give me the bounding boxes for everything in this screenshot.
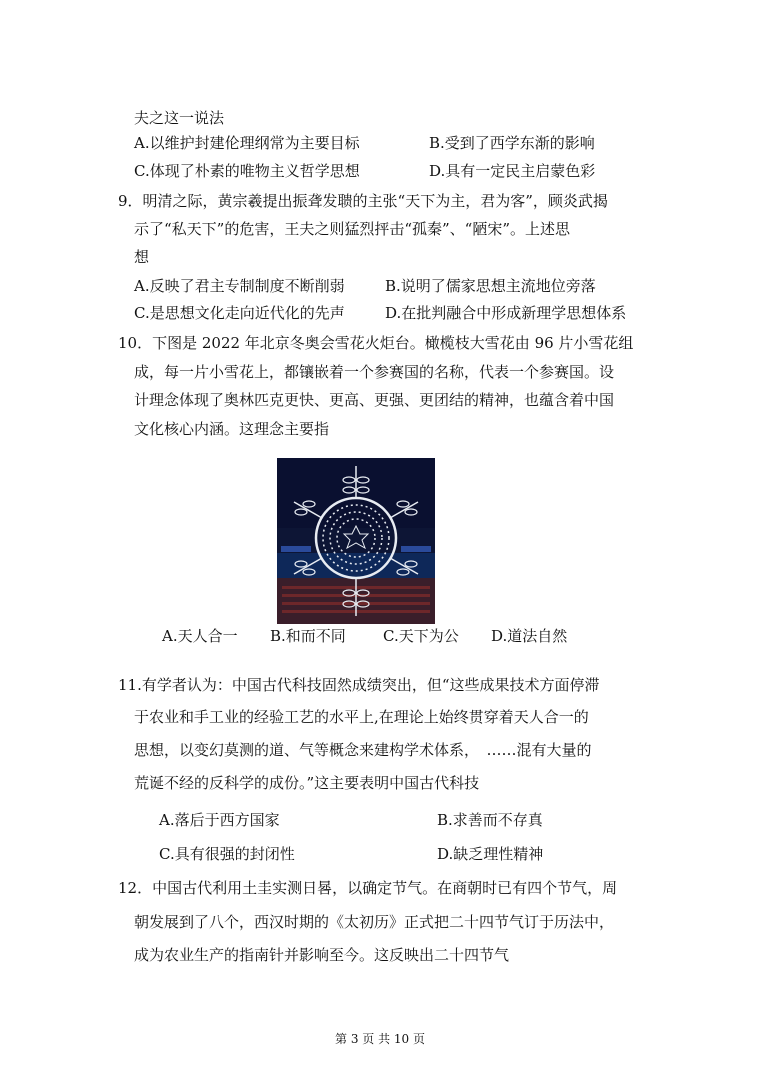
q10-option-c: C.天下为公 bbox=[383, 627, 459, 645]
q11-option-c: C.具有很强的封闭性 bbox=[159, 845, 295, 863]
q9-line-1: 9．明清之际，黄宗羲提出振聋发聩的主张“天下为主，君为客”，顾炎武揭 bbox=[118, 192, 608, 210]
snowflake-torch-photo bbox=[277, 458, 435, 624]
q9-line-3: 想 bbox=[134, 248, 150, 266]
q9-option-c: C.是思想文化走向近代化的先声 bbox=[134, 304, 345, 322]
q11-line-3: 思想，以变幻莫测的道、气等概念来建构学术体系， ……混有大量的 bbox=[134, 741, 592, 759]
q8-option-b: B.受到了西学东渐的影响 bbox=[429, 134, 595, 152]
q8-option-a: A.以维护封建伦理纲常为主要目标 bbox=[134, 134, 360, 152]
q10-line-2: 成，每一片小雪花上，都镶嵌着一个参赛国的名称，代表一个参赛国。设 bbox=[134, 363, 615, 381]
q11-option-d: D.缺乏理性精神 bbox=[437, 845, 544, 863]
q12-line-1: 12．中国古代利用土圭实测日晷，以确定节气。在商朝时已有四个节气，周 bbox=[118, 879, 618, 897]
q9-line-2: 示了“私天下”的危害，王夫之则猛烈抨击“孤秦”、“陋宋”。上述思 bbox=[134, 220, 571, 238]
q11-option-b: B.求善而不存真 bbox=[437, 811, 543, 829]
q11-line-2: 于农业和手工业的经验工艺的水平上,在理论上始终贯穿着天人合一的 bbox=[134, 708, 589, 726]
q11-option-a: A.落后于西方国家 bbox=[159, 811, 280, 829]
q11-line-1: 11.有学者认为：中国古代科技固然成绩突出，但“这些成果技术方面停滞 bbox=[118, 676, 600, 694]
q8-continuation: 夫之这一说法 bbox=[134, 109, 225, 127]
q11-line-4: 荒诞不经的反科学的成份。”这主要表明中国古代科技 bbox=[134, 774, 480, 792]
page-footer: 第 3 页 共 10 页 bbox=[335, 1032, 425, 1046]
q12-line-3: 成为农业生产的指南针并影响至今。这反映出二十四节气 bbox=[134, 946, 510, 964]
q10-line-4: 文化核心内涵。这理念主要指 bbox=[134, 420, 330, 438]
q9-option-a: A.反映了君主专制制度不断削弱 bbox=[134, 277, 345, 295]
q12-line-2: 朝发展到了八个，西汉时期的《太初历》正式把二十四节气订于历法中， bbox=[134, 913, 615, 931]
q8-option-c: C.体现了朴素的唯物主义哲学思想 bbox=[134, 162, 360, 180]
q10-line-1: 10．下图是 2022 年北京冬奥会雪花火炬台。橄榄枝大雪花由 96 片小雪花组 bbox=[118, 334, 634, 352]
q10-option-a: A.天人合一 bbox=[162, 627, 238, 645]
q9-option-b: B.说明了儒家思想主流地位旁落 bbox=[385, 277, 596, 295]
q9-option-d: D.在批判融合中形成新理学思想体系 bbox=[385, 304, 627, 322]
q10-option-d: D.道法自然 bbox=[491, 627, 568, 645]
q10-option-b: B.和而不同 bbox=[270, 627, 346, 645]
q8-option-d: D.具有一定民主启蒙色彩 bbox=[429, 162, 596, 180]
q10-line-3: 计理念体现了奥林匹克更快、更高、更强、更团结的精神，也蕴含着中国 bbox=[134, 391, 615, 409]
